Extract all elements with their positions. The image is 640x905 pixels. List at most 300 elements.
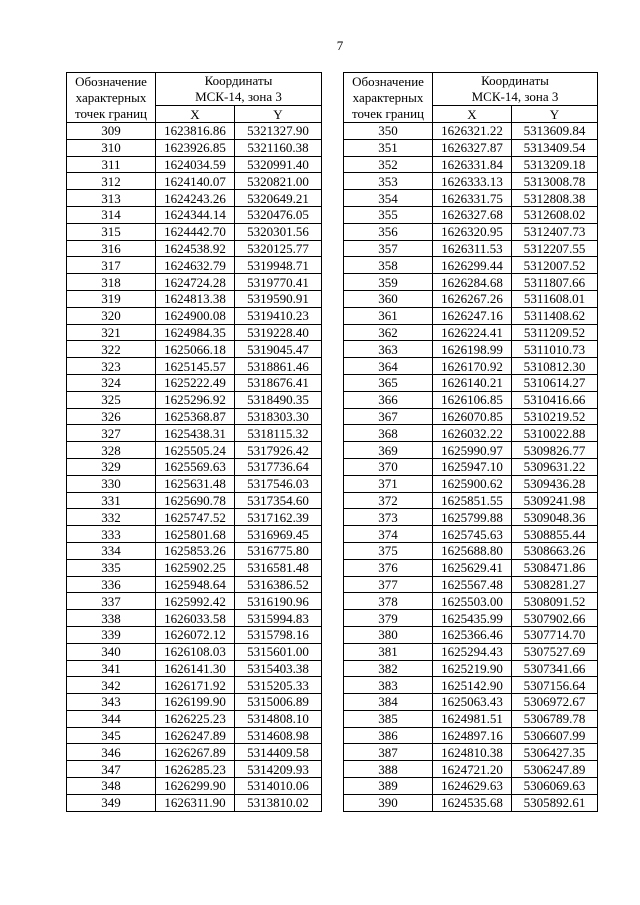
y-coordinate-cell: 5317736.64	[235, 458, 322, 475]
point-number-cell: 314	[67, 206, 156, 223]
x-coordinate-cell: 1625948.64	[156, 576, 235, 593]
table-row	[67, 542, 322, 559]
y-coordinate-cell: 5315601.00	[235, 643, 322, 660]
header-line: Обозначение	[352, 73, 424, 89]
point-number-cell: 326	[67, 408, 156, 425]
x-coordinate-cell: 1626311.90	[156, 794, 235, 811]
y-coordinate-cell: 5320991.40	[235, 156, 322, 173]
y-coordinate-cell: 5317354.60	[235, 492, 322, 509]
table-row	[344, 442, 598, 459]
point-number-cell: 369	[344, 442, 433, 459]
point-number-cell: 348	[67, 778, 156, 795]
x-coordinate-cell: 1624243.26	[156, 190, 235, 207]
table-row	[67, 123, 322, 140]
table-row	[67, 223, 322, 240]
x-coordinate-cell: 1626070.85	[433, 408, 512, 425]
y-coordinate-cell: 5314409.58	[235, 744, 322, 761]
point-number-cell: 340	[67, 643, 156, 660]
table-row	[344, 156, 598, 173]
table-row	[67, 475, 322, 492]
table-row	[67, 559, 322, 576]
table-row	[67, 727, 322, 744]
header-line: Координаты	[204, 73, 273, 88]
x-coordinate-cell: 1625851.55	[433, 492, 512, 509]
y-coordinate-cell: 5307902.66	[512, 610, 598, 627]
y-coordinate-cell: 5306427.35	[512, 744, 598, 761]
table-row	[344, 626, 598, 643]
table-row	[67, 509, 322, 526]
y-coordinate-cell: 5316190.96	[235, 593, 322, 610]
point-number-cell: 329	[67, 458, 156, 475]
table-row	[344, 694, 598, 711]
point-number-cell: 355	[344, 206, 433, 223]
x-coordinate-cell: 1625503.00	[433, 593, 512, 610]
table-row	[67, 274, 322, 291]
x-coordinate-cell: 1625688.80	[433, 542, 512, 559]
table-row	[67, 593, 322, 610]
table-row	[344, 576, 598, 593]
point-number-cell: 381	[344, 643, 433, 660]
y-coordinate-cell: 5321327.90	[235, 123, 322, 140]
y-coordinate-cell: 5320476.05	[235, 206, 322, 223]
point-number-cell: 359	[344, 274, 433, 291]
point-number-cell: 351	[344, 139, 433, 156]
table-row	[344, 358, 598, 375]
table-row	[344, 593, 598, 610]
x-coordinate-cell: 1624900.08	[156, 307, 235, 324]
y-coordinate-cell: 5320821.00	[235, 173, 322, 190]
x-coordinate-cell: 1626331.84	[433, 156, 512, 173]
x-coordinate-cell: 1625629.41	[433, 559, 512, 576]
x-coordinate-cell: 1625505.24	[156, 442, 235, 459]
y-coordinate-cell: 5319590.91	[235, 290, 322, 307]
x-coordinate-cell: 1625294.43	[433, 643, 512, 660]
y-coordinate-cell: 5312808.38	[512, 190, 598, 207]
table-row	[67, 173, 322, 190]
header-line: Обозначение	[75, 73, 147, 89]
point-number-cell: 360	[344, 290, 433, 307]
x-coordinate-cell: 1625992.42	[156, 593, 235, 610]
point-number-cell: 327	[67, 425, 156, 442]
x-coordinate-cell: 1625799.88	[433, 509, 512, 526]
x-coordinate-cell: 1625853.26	[156, 542, 235, 559]
x-coordinate-cell: 1624813.38	[156, 290, 235, 307]
x-coordinate-cell: 1625368.87	[156, 408, 235, 425]
table-row	[67, 206, 322, 223]
point-number-cell: 370	[344, 458, 433, 475]
point-number-cell: 323	[67, 358, 156, 375]
y-coordinate-cell: 5319228.40	[235, 324, 322, 341]
table-row	[67, 694, 322, 711]
y-coordinate-cell: 5318490.35	[235, 391, 322, 408]
y-coordinate-cell: 5316386.52	[235, 576, 322, 593]
table-row	[344, 341, 598, 358]
point-number-cell: 356	[344, 223, 433, 240]
table-row	[67, 710, 322, 727]
point-number-cell: 339	[67, 626, 156, 643]
x-coordinate-cell: 1625567.48	[433, 576, 512, 593]
y-coordinate-cell: 5310022.88	[512, 425, 598, 442]
point-number-cell: 334	[67, 542, 156, 559]
y-coordinate-cell: 5314808.10	[235, 710, 322, 727]
point-number-cell: 389	[344, 778, 433, 795]
x-coordinate-cell: 1626198.99	[433, 341, 512, 358]
table-row	[67, 391, 322, 408]
x-header: X	[433, 106, 512, 123]
x-coordinate-cell: 1626170.92	[433, 358, 512, 375]
y-coordinate-cell: 5314608.98	[235, 727, 322, 744]
header-line: характерных	[352, 89, 424, 105]
point-number-cell: 374	[344, 526, 433, 543]
y-coordinate-cell: 5317162.39	[235, 509, 322, 526]
point-number-cell: 309	[67, 123, 156, 140]
point-number-cell: 380	[344, 626, 433, 643]
point-number-cell: 335	[67, 559, 156, 576]
table-row	[67, 660, 322, 677]
table-row	[67, 358, 322, 375]
x-coordinate-cell: 1625990.97	[433, 442, 512, 459]
point-number-cell: 320	[67, 307, 156, 324]
table-row	[67, 677, 322, 694]
y-coordinate-cell: 5318115.32	[235, 425, 322, 442]
table-row	[67, 458, 322, 475]
page-number: 7	[336, 38, 344, 53]
table-row	[67, 408, 322, 425]
header-line: точек границ	[351, 105, 425, 121]
table-row	[344, 559, 598, 576]
x-coordinate-cell: 1626224.41	[433, 324, 512, 341]
y-coordinate-cell: 5306789.78	[512, 710, 598, 727]
y-coordinate-cell: 5316775.80	[235, 542, 322, 559]
x-coordinate-cell: 1625569.63	[156, 458, 235, 475]
x-coordinate-cell: 1626299.44	[433, 257, 512, 274]
table-row	[67, 744, 322, 761]
header-line: МСК-14, зона 3	[471, 89, 559, 104]
y-coordinate-cell: 5319410.23	[235, 307, 322, 324]
x-coordinate-cell: 1625145.57	[156, 358, 235, 375]
y-coordinate-cell: 5317546.03	[235, 475, 322, 492]
x-coordinate-cell: 1626032.22	[433, 425, 512, 442]
y-coordinate-cell: 5315403.38	[235, 660, 322, 677]
x-coordinate-cell: 1624140.07	[156, 173, 235, 190]
y-coordinate-cell: 5315006.89	[235, 694, 322, 711]
x-coordinate-cell: 1625142.90	[433, 677, 512, 694]
point-number-cell: 344	[67, 710, 156, 727]
table-row	[344, 660, 598, 677]
y-coordinate-cell: 5309826.77	[512, 442, 598, 459]
y-coordinate-cell: 5312407.73	[512, 223, 598, 240]
y-coordinate-cell: 5315205.33	[235, 677, 322, 694]
table-row	[67, 626, 322, 643]
x-coordinate-cell: 1626108.03	[156, 643, 235, 660]
y-coordinate-cell: 5307156.64	[512, 677, 598, 694]
x-coordinate-cell: 1625219.90	[433, 660, 512, 677]
table-row	[344, 240, 598, 257]
point-number-cell: 388	[344, 761, 433, 778]
x-coordinate-cell: 1624810.38	[433, 744, 512, 761]
x-coordinate-cell: 1626327.68	[433, 206, 512, 223]
y-coordinate-cell: 5319045.47	[235, 341, 322, 358]
x-coordinate-cell: 1625438.31	[156, 425, 235, 442]
point-number-cell: 390	[344, 794, 433, 811]
table-row	[344, 677, 598, 694]
table-row	[67, 290, 322, 307]
x-coordinate-cell: 1626247.89	[156, 727, 235, 744]
table-row	[344, 139, 598, 156]
y-coordinate-cell: 5308855.44	[512, 526, 598, 543]
x-coordinate-cell: 1626320.95	[433, 223, 512, 240]
table-row	[344, 458, 598, 475]
point-number-cell: 375	[344, 542, 433, 559]
point-number-cell: 354	[344, 190, 433, 207]
y-coordinate-cell: 5313008.78	[512, 173, 598, 190]
x-coordinate-cell: 1625631.48	[156, 475, 235, 492]
point-number-cell: 358	[344, 257, 433, 274]
header-line: точек границ	[74, 105, 148, 121]
x-coordinate-cell: 1626199.90	[156, 694, 235, 711]
y-coordinate-cell: 5310416.66	[512, 391, 598, 408]
x-coordinate-cell: 1626284.68	[433, 274, 512, 291]
x-coordinate-cell: 1624984.35	[156, 324, 235, 341]
x-coordinate-cell: 1626333.13	[433, 173, 512, 190]
point-number-cell: 317	[67, 257, 156, 274]
x-coordinate-cell: 1625747.52	[156, 509, 235, 526]
y-coordinate-cell: 5314209.93	[235, 761, 322, 778]
point-number-cell: 373	[344, 509, 433, 526]
x-coordinate-cell: 1623926.85	[156, 139, 235, 156]
point-number-cell: 371	[344, 475, 433, 492]
point-number-cell: 382	[344, 660, 433, 677]
table-row	[344, 290, 598, 307]
table-row	[67, 778, 322, 795]
table-row	[344, 643, 598, 660]
point-number-cell: 364	[344, 358, 433, 375]
point-number-cell: 357	[344, 240, 433, 257]
x-coordinate-cell: 1625801.68	[156, 526, 235, 543]
y-coordinate-cell: 5310614.27	[512, 374, 598, 391]
point-number-cell: 346	[67, 744, 156, 761]
table-row	[344, 123, 598, 140]
y-coordinate-cell: 5320125.77	[235, 240, 322, 257]
y-coordinate-cell: 5318861.46	[235, 358, 322, 375]
table-row	[344, 190, 598, 207]
table-row	[67, 190, 322, 207]
table-row	[344, 374, 598, 391]
y-coordinate-cell: 5306972.67	[512, 694, 598, 711]
point-number-cell: 353	[344, 173, 433, 190]
table-row	[344, 274, 598, 291]
coordinates-header	[156, 73, 322, 106]
point-number-cell: 385	[344, 710, 433, 727]
x-coordinate-cell: 1624629.63	[433, 778, 512, 795]
x-coordinate-cell: 1626225.23	[156, 710, 235, 727]
table-row	[67, 576, 322, 593]
header-line: МСК-14, зона 3	[195, 89, 282, 104]
y-coordinate-cell: 5310219.52	[512, 408, 598, 425]
point-number-cell: 312	[67, 173, 156, 190]
point-number-cell: 379	[344, 610, 433, 627]
point-number-cell: 311	[67, 156, 156, 173]
table-row	[67, 341, 322, 358]
y-coordinate-cell: 5313810.02	[235, 794, 322, 811]
point-number-cell: 315	[67, 223, 156, 240]
x-coordinate-cell: 1626299.90	[156, 778, 235, 795]
x-header: X	[156, 106, 235, 123]
x-coordinate-cell: 1624344.14	[156, 206, 235, 223]
x-coordinate-cell: 1625900.62	[433, 475, 512, 492]
x-coordinate-cell: 1624034.59	[156, 156, 235, 173]
point-number-cell: 321	[67, 324, 156, 341]
x-coordinate-cell: 1626267.26	[433, 290, 512, 307]
point-number-cell: 333	[67, 526, 156, 543]
x-coordinate-cell: 1626285.23	[156, 761, 235, 778]
x-coordinate-cell: 1626327.87	[433, 139, 512, 156]
point-number-cell: 387	[344, 744, 433, 761]
table-row	[344, 425, 598, 442]
point-number-cell: 345	[67, 727, 156, 744]
x-coordinate-cell: 1625296.92	[156, 391, 235, 408]
table-row	[67, 324, 322, 341]
point-number-cell: 365	[344, 374, 433, 391]
table-row	[67, 761, 322, 778]
table-row	[344, 526, 598, 543]
point-number-cell: 386	[344, 727, 433, 744]
table-row	[67, 425, 322, 442]
y-coordinate-cell: 5311608.01	[512, 290, 598, 307]
table-row	[67, 307, 322, 324]
y-coordinate-cell: 5309048.36	[512, 509, 598, 526]
point-number-cell: 328	[67, 442, 156, 459]
table-row	[344, 307, 598, 324]
y-coordinate-cell: 5308471.86	[512, 559, 598, 576]
table-row	[344, 391, 598, 408]
point-number-cell: 349	[67, 794, 156, 811]
table-row	[67, 240, 322, 257]
x-coordinate-cell: 1626331.75	[433, 190, 512, 207]
table-row	[67, 156, 322, 173]
y-coordinate-cell: 5317926.42	[235, 442, 322, 459]
y-coordinate-cell: 5318676.41	[235, 374, 322, 391]
point-name-header	[344, 73, 433, 123]
point-number-cell: 316	[67, 240, 156, 257]
point-number-cell: 338	[67, 610, 156, 627]
y-coordinate-cell: 5306607.99	[512, 727, 598, 744]
y-header: Y	[512, 106, 598, 123]
point-number-cell: 367	[344, 408, 433, 425]
y-coordinate-cell: 5311807.66	[512, 274, 598, 291]
point-number-cell: 363	[344, 341, 433, 358]
y-coordinate-cell: 5315994.83	[235, 610, 322, 627]
point-number-cell: 342	[67, 677, 156, 694]
header-line: Координаты	[481, 73, 549, 88]
y-coordinate-cell: 5318303.30	[235, 408, 322, 425]
y-coordinate-cell: 5313609.84	[512, 123, 598, 140]
table-row	[344, 761, 598, 778]
point-number-cell: 330	[67, 475, 156, 492]
point-number-cell: 361	[344, 307, 433, 324]
x-coordinate-cell: 1624538.92	[156, 240, 235, 257]
y-coordinate-cell: 5308091.52	[512, 593, 598, 610]
x-coordinate-cell: 1625745.63	[433, 526, 512, 543]
point-number-cell: 384	[344, 694, 433, 711]
y-coordinate-cell: 5306247.89	[512, 761, 598, 778]
x-coordinate-cell: 1624724.28	[156, 274, 235, 291]
table-row	[67, 526, 322, 543]
point-number-cell: 372	[344, 492, 433, 509]
point-number-cell: 368	[344, 425, 433, 442]
point-number-cell: 331	[67, 492, 156, 509]
y-coordinate-cell: 5311408.62	[512, 307, 598, 324]
x-coordinate-cell: 1624981.51	[433, 710, 512, 727]
point-number-cell: 319	[67, 290, 156, 307]
table-row	[67, 492, 322, 509]
table-row	[67, 794, 322, 811]
table-row	[67, 374, 322, 391]
x-coordinate-cell: 1626171.92	[156, 677, 235, 694]
header-line: характерных	[75, 89, 147, 105]
point-number-cell: 337	[67, 593, 156, 610]
y-coordinate-cell: 5312207.55	[512, 240, 598, 257]
x-coordinate-cell: 1625690.78	[156, 492, 235, 509]
table-row	[67, 257, 322, 274]
x-coordinate-cell: 1625366.46	[433, 626, 512, 643]
table-row	[344, 223, 598, 240]
table-row	[344, 727, 598, 744]
table-row	[344, 778, 598, 795]
y-coordinate-cell: 5307341.66	[512, 660, 598, 677]
y-coordinate-cell: 5310812.30	[512, 358, 598, 375]
y-coordinate-cell: 5321160.38	[235, 139, 322, 156]
table-row	[67, 643, 322, 660]
y-coordinate-cell: 5305892.61	[512, 794, 598, 811]
table-row	[344, 475, 598, 492]
table-row	[67, 139, 322, 156]
table-row	[344, 509, 598, 526]
point-number-cell: 318	[67, 274, 156, 291]
table-row	[344, 324, 598, 341]
x-coordinate-cell: 1625435.99	[433, 610, 512, 627]
x-coordinate-cell: 1626072.12	[156, 626, 235, 643]
y-coordinate-cell: 5316969.45	[235, 526, 322, 543]
table-row	[344, 744, 598, 761]
coordinates-table-right	[343, 72, 598, 812]
y-coordinate-cell: 5319948.71	[235, 257, 322, 274]
y-coordinate-cell: 5309436.28	[512, 475, 598, 492]
table-row	[344, 794, 598, 811]
point-number-cell: 341	[67, 660, 156, 677]
y-coordinate-cell: 5311010.73	[512, 341, 598, 358]
x-coordinate-cell: 1623816.86	[156, 123, 235, 140]
y-coordinate-cell: 5312007.52	[512, 257, 598, 274]
y-coordinate-cell: 5308281.27	[512, 576, 598, 593]
table-row	[344, 610, 598, 627]
x-coordinate-cell: 1626267.89	[156, 744, 235, 761]
coordinates-header	[433, 73, 598, 106]
table-row	[344, 542, 598, 559]
x-coordinate-cell: 1624442.70	[156, 223, 235, 240]
x-coordinate-cell: 1626311.53	[433, 240, 512, 257]
x-coordinate-cell: 1625063.43	[433, 694, 512, 711]
y-coordinate-cell: 5307527.69	[512, 643, 598, 660]
point-number-cell: 383	[344, 677, 433, 694]
point-number-cell: 352	[344, 156, 433, 173]
x-coordinate-cell: 1626033.58	[156, 610, 235, 627]
x-coordinate-cell: 1626247.16	[433, 307, 512, 324]
point-number-cell: 322	[67, 341, 156, 358]
coordinates-table-left	[66, 72, 322, 812]
y-coordinate-cell: 5314010.06	[235, 778, 322, 795]
x-coordinate-cell: 1625947.10	[433, 458, 512, 475]
